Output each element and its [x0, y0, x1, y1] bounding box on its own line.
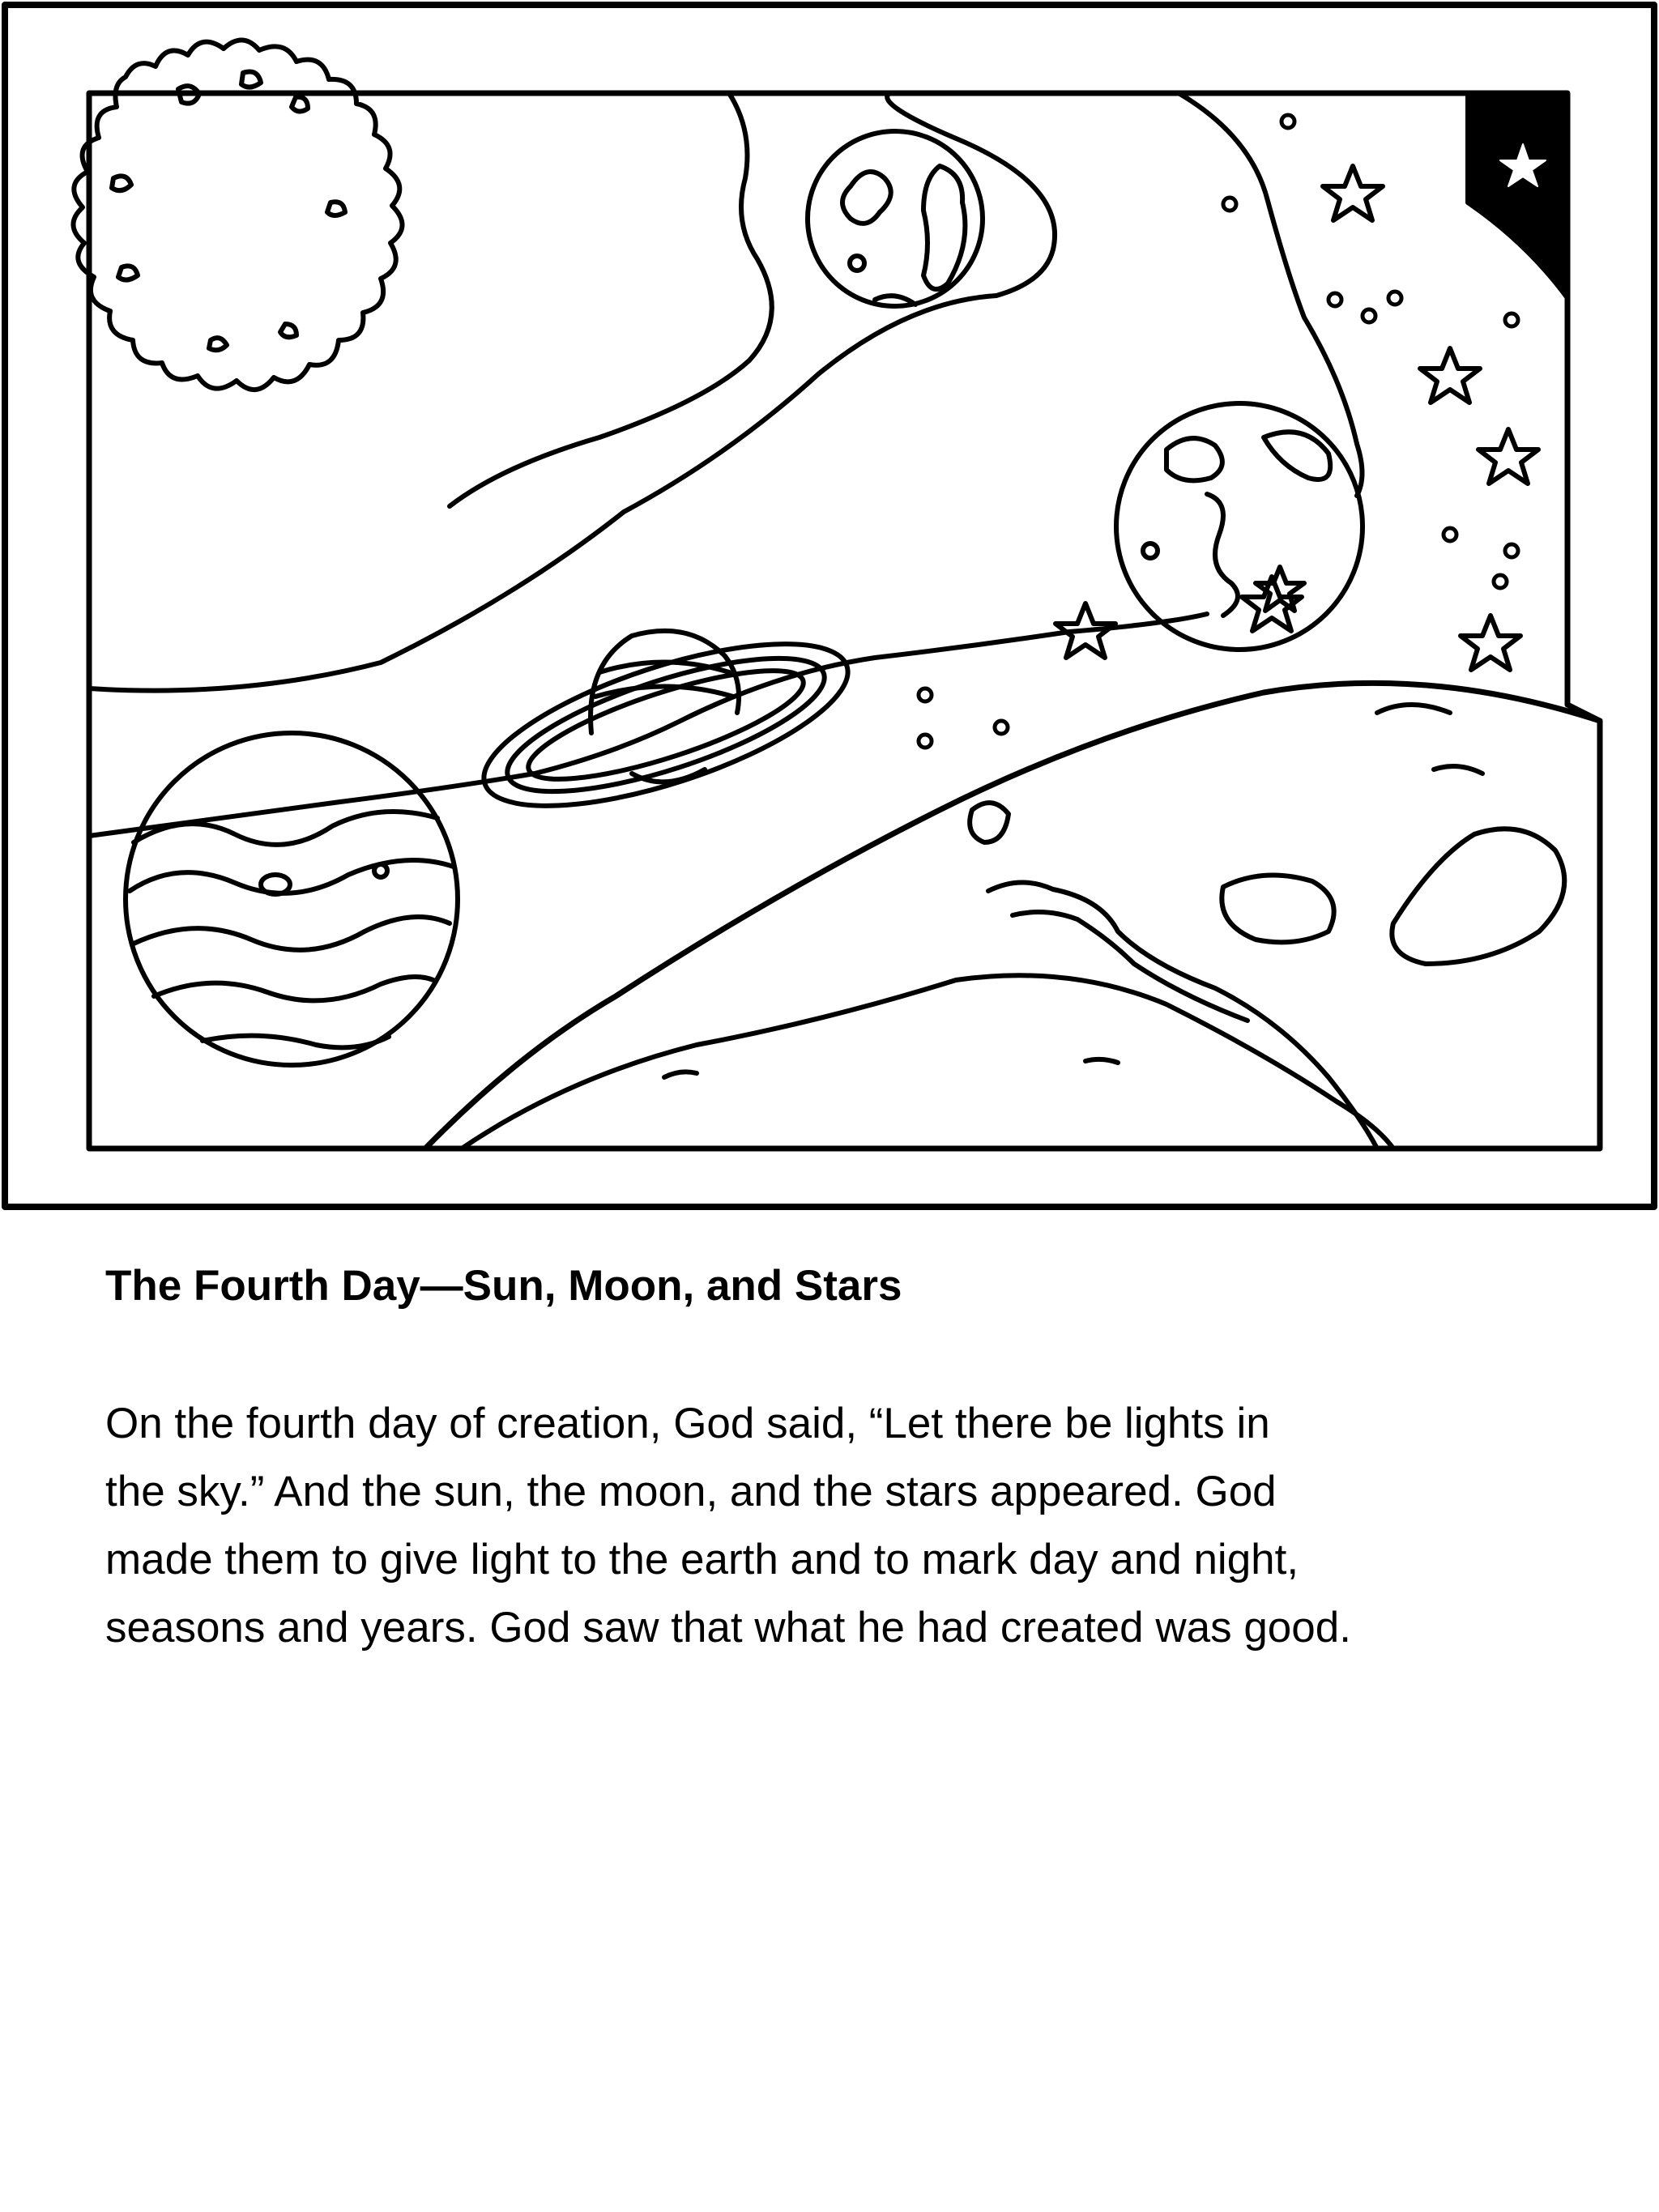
- inner-frame: [89, 93, 1600, 1149]
- body-paragraph: [105, 1390, 1580, 1662]
- milky-way-band: [89, 93, 1363, 836]
- body-line: seasons and years. God saw that what he had created was good.: [105, 1604, 1351, 1652]
- dark-corner-star-icon: [1468, 93, 1567, 298]
- jupiter-icon: [126, 733, 458, 1065]
- body-line: On the fourth day of creation, God said, “Let there be lights in: [105, 1400, 1270, 1447]
- planet-top-icon: [808, 131, 983, 306]
- body-line: the sky.” And the sun, the moon, and the stars appeared. God: [105, 1468, 1277, 1515]
- small-circles-group: [919, 115, 1518, 748]
- moon-icon: [1116, 403, 1363, 650]
- outer-frame: [5, 5, 1654, 1207]
- page-title: The Fourth Day—Sun, Moon, and Stars: [105, 1262, 902, 1310]
- ringed-planet-icon: [467, 611, 864, 839]
- body-line: made them to give light to the earth and to mark day and night,: [105, 1536, 1299, 1583]
